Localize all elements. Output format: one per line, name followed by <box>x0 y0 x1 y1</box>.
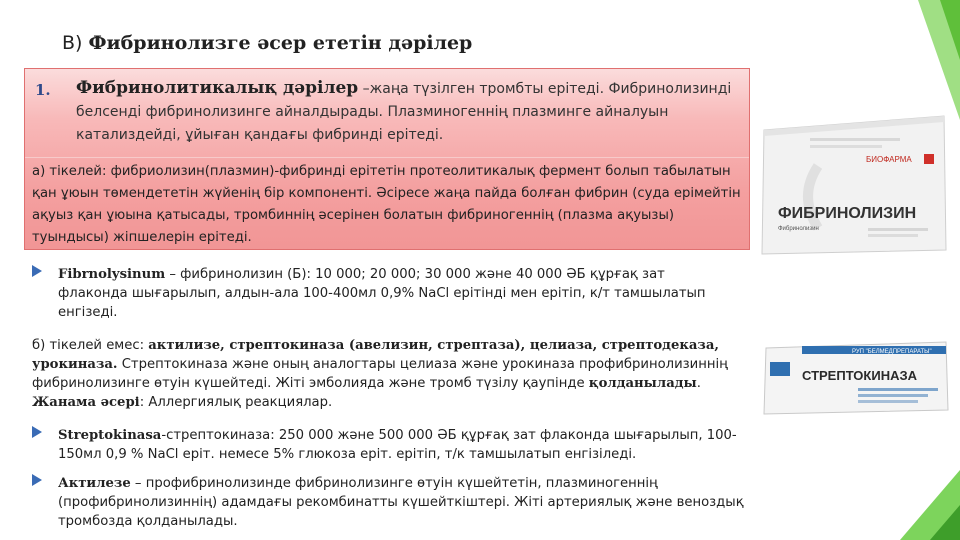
streptokinase-paragraph <box>58 426 748 464</box>
indirect-text-1: Стрептокиназа және оның аналогтары целиаза және урокиназа профибринолизиннің фибринолизинге өтуін күшейтеді. Жіті эмболияда және тромб түзілу қаупінде <box>32 357 728 391</box>
side-effect-label: Жанама әсері <box>32 395 140 410</box>
title-text: Фибринолизге әсер ететін дәрілер <box>88 32 473 54</box>
bullet-arrow-icon <box>32 426 42 438</box>
fibrinolytic-definition <box>76 77 744 147</box>
term-fibrinolytic: Фибринолитикалық дәрілер <box>76 78 359 98</box>
term-fibrnolysinum: Fibrnolysinum <box>58 267 166 282</box>
indirect-sep: . <box>696 376 701 391</box>
bullet-arrow-icon <box>32 265 42 277</box>
definition-text: –жаңа түзілген тромбты ерітеді. Фибринолизинді белсенді фибринолизинге айналдырады. Плазминогеннің плазминге айналуын катализдейді, ұйыған қандағы фибринді ерітеді. <box>76 81 732 143</box>
streptokinase-package-image <box>762 338 950 418</box>
package1-sub: Фибринолизин <box>778 226 819 232</box>
package1-name: ФИБРИНОЛИЗИН <box>778 205 917 222</box>
term-actilyse: Актилезе <box>58 476 131 491</box>
box-divider <box>25 157 749 158</box>
fibrinolysin-text: – фибринолизин (Б): 10 000; 20 000; 30 000 және 40 000 ӘБ құрғақ зат флаконда шығарылып, алдын-ала 100-400мл 0,9% NaCl ерітінді мен ерітіп, к/т тамшылатып енгізеді. <box>58 267 706 320</box>
highlight-box <box>24 68 750 250</box>
fibrinolysin-package-image <box>758 108 950 260</box>
term-streptokinasa: Streptokinasa <box>58 428 162 443</box>
direct-agents-text: а) тікелей: фибриолизин(плазмин)-фибринді ерітетін протеолитикалық фермент болып табылатын қан ұюын төмендететін жүйенің бір компоненті. Әсіресе жаңа пайда болған фибрин (суда ерімейтін ақуыз қан ұюына қатысады, тромбиннің әсерінен болатын фибриногеннің (плазма ақуызы) туындысы) жіпшелерін ерітеді. <box>32 164 741 245</box>
indirect-agents-paragraph <box>32 336 748 412</box>
package2-name: СТРЕПТОКИНАЗА <box>802 368 918 383</box>
bullet-arrow-icon <box>32 474 42 486</box>
title-prefix: В) <box>62 32 83 54</box>
indirect-used: қолданылады <box>588 376 697 391</box>
streptokinase-text: -стрептокиназа: 250 000 және 500 000 ӘБ құрғақ зат флаконда шығарылып, 100- 150мл 0,9 % NaCl еріт. немесе 5% глюкоза еріт. ерітіп, т/к тамшылатып енгізіледі. <box>58 428 737 462</box>
actilyse-text: – профибринолизинде фибринолизинге өтуін күшейтетін, плазминогеннің (профибринолизиннің) адамдағы рекомбинатты күшейткіштері. Жіті артериялық және веноздық тромбозда қолданылады. <box>58 476 744 529</box>
list-number: 1. <box>35 81 51 99</box>
indirect-intro: б) тікелей емес: <box>32 338 149 353</box>
slide-title <box>62 32 472 54</box>
actilyse-paragraph <box>58 474 748 531</box>
package2-brand: РУП "БЕЛМЕДПРЕПАРАТЫ" <box>852 349 932 355</box>
indirect-drug-list: актилизе, стрептокиназа (авелизин, стрептаза), целиаза, стрептодеказа, урокиназа. <box>32 338 719 372</box>
package1-brand: БИОФАРМА <box>866 155 912 164</box>
fibrinolysin-paragraph <box>58 265 718 322</box>
indirect-text-2: : Аллергиялық реакциялар. <box>139 395 333 410</box>
